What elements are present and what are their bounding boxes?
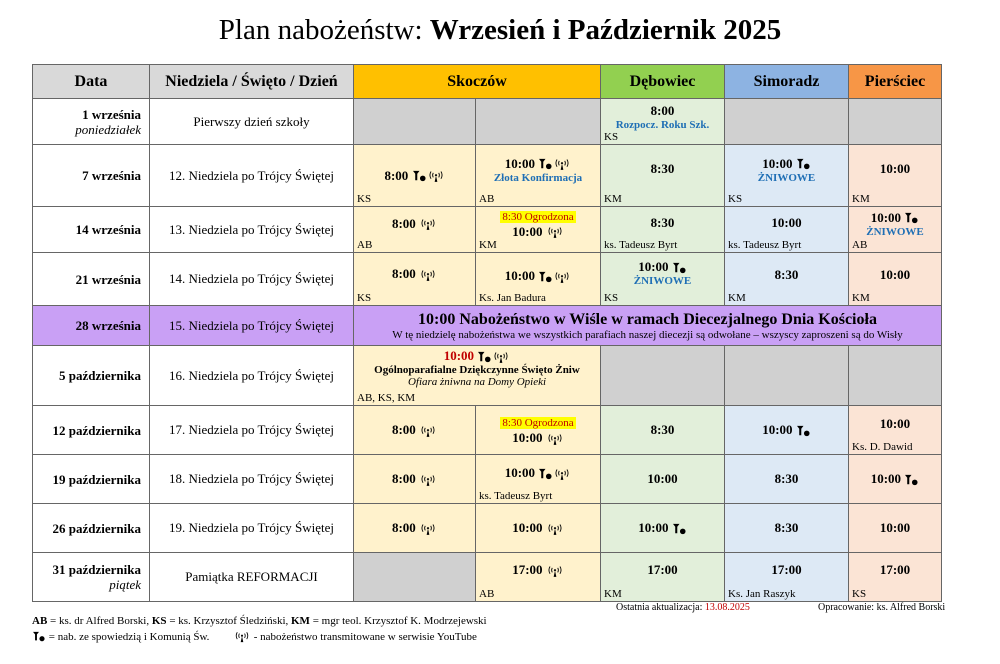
broadcast-icon [419,425,437,438]
header-simoradz: Simoradz [725,65,849,99]
legend-icons: = nab. ze spowiedzią i Komunią Św. - nabożeństwo transmitowane w serwisie YouTube [32,631,477,643]
skoczow-cell-2: 10:00 Złota Konfirmacja AB [476,145,601,207]
broadcast-icon [546,226,564,239]
skoczow-cell-2: 8:30 Ogrodzona 10:00 [476,406,601,455]
debowiec-cell: 8:30 ks. Tadeusz Byrt [601,207,725,253]
table-row [33,346,942,406]
broadcast-icon [492,351,510,364]
simoradz-cell: 8:30 [725,455,849,504]
simoradz-cell: 17:00 Ks. Jan Raszyk [725,553,849,602]
broadcast-icon [553,158,571,171]
date-cell: 26 października [33,504,150,553]
ogrodzona-note: 8:30 Ogrodzona [502,210,574,223]
debowiec-cell: 10:00 ŻNIWOWE KS [601,253,725,306]
communion-icon [672,523,687,536]
communion-icon [672,262,687,275]
day-cell: Pierwszy dzień szkoły [150,99,354,145]
last-update: Ostatnia aktualizacja: 13.08.2025 [616,602,750,613]
piersciec-cell: 10:00 KM [849,145,942,207]
wisla-event-cell: 10:00 Nabożeństwo w Wiśle w ramach Diecezjalnego Dnia Kościoła W tę niedzielę nabożeństwa we wszystkich parafiach naszej diecezji są odwołane – wszyscy zaproszeni są do Wisły [354,306,942,346]
table-row [33,99,942,145]
date-cell: 12 października [33,406,150,455]
debowiec-cell: 8:30 [601,406,725,455]
table-row [33,553,942,602]
broadcast-icon [419,474,437,487]
day-cell: 12. Niedziela po Trójcy Świętej [150,145,354,207]
date-cell: 19 października [33,455,150,504]
table-row [33,145,942,207]
author: Opracowanie: ks. Alfred Borski [818,602,946,613]
communion-icon [412,170,427,183]
broadcast-icon [546,433,564,446]
date-cell: 31 października piątek [33,553,150,602]
broadcast-icon [233,631,251,643]
simoradz-cell: 10:00 [725,406,849,455]
empty-cell [849,99,942,145]
communion-icon [477,351,492,364]
table-row [33,406,942,455]
broadcast-icon [553,271,571,284]
broadcast-icon [427,170,445,183]
skoczow-cell-2: 10:00 ks. Tadeusz Byrt [476,455,601,504]
day-cell: Pamiątka REFORMACJI [150,553,354,602]
simoradz-cell: 10:00 ŻNIWOWE KS [725,145,849,207]
debowiec-cell: 10:00 [601,504,725,553]
day-cell: 18. Niedziela po Trójcy Świętej [150,455,354,504]
broadcast-icon [553,468,571,481]
header-skoczow: Skoczów [354,65,601,99]
empty-cell [476,99,601,145]
broadcast-icon [419,269,437,282]
empty-cell [354,99,476,145]
piersciec-cell: 10:00 [849,504,942,553]
table-row [33,306,942,346]
simoradz-cell: 8:30 KM [725,253,849,306]
table-row [33,253,942,306]
day-cell: 16. Niedziela po Trójcy Świętej [150,346,354,406]
schedule-table [32,64,942,602]
skoczow-cell-2: 17:00 AB [476,553,601,602]
piersciec-cell: 17:00 KS [849,553,942,602]
broadcast-icon [419,218,437,231]
table-row [33,455,942,504]
empty-cell [601,346,725,406]
date-cell: 14 września [33,207,150,253]
broadcast-icon [419,523,437,536]
date-cell: 28 września [33,306,150,346]
skoczow-cell-1: 8:00 AB [354,207,476,253]
table-row [33,207,942,253]
communion-icon [904,474,919,487]
empty-cell [725,99,849,145]
debowiec-cell: 10:00 [601,455,725,504]
date-cell: 5 października [33,346,150,406]
ogrodzona-note: 8:30 Ogrodzona [502,417,574,429]
skoczow-cell-2: 8:30 Ogrodzona 10:00 KM [476,207,601,253]
broadcast-icon [546,565,564,578]
day-cell: 15. Niedziela po Trójcy Świętej [150,306,354,346]
communion-icon [538,468,553,481]
communion-icon [538,271,553,284]
piersciec-cell: 10:00 ŻNIWOWE AB [849,207,942,253]
header-row [33,65,942,99]
debowiec-cell: 8:30 KM [601,145,725,207]
page-title: Plan nabożeństw: Wrzesień i Październik 2025 [218,14,782,46]
harvest-festival-cell: 10:00 Ogólnoparafialne Dziękczynne Święto Żniw Ofiara żniwna na Domy Opieki AB, KS, KM [354,346,601,406]
day-cell: 17. Niedziela po Trójcy Świętej [150,406,354,455]
day-cell: 14. Niedziela po Trójcy Świętej [150,253,354,306]
skoczow-cell-1: 8:00 [354,406,476,455]
day-cell: 19. Niedziela po Trójcy Świętej [150,504,354,553]
communion-icon [796,425,811,438]
header-piersciec: Pierściec [849,65,942,99]
communion-icon [904,212,919,225]
header-day: Niedziela / Święto / Dzień [150,65,354,99]
communion-icon [538,158,553,171]
piersciec-cell: 10:00 [849,455,942,504]
date-cell: 1 września poniedziałek [33,99,150,145]
skoczow-cell-1: 8:00 [354,455,476,504]
communion-icon [32,631,46,643]
broadcast-icon [546,523,564,536]
piersciec-cell: 10:00 Ks. D. Dawid [849,406,942,455]
date-cell: 21 września [33,253,150,306]
simoradz-cell: 10:00 ks. Tadeusz Byrt [725,207,849,253]
header-data: Data [33,65,150,99]
communion-icon [796,158,811,171]
empty-cell [725,346,849,406]
skoczow-cell-1: 8:00 [354,504,476,553]
date-cell: 7 września [33,145,150,207]
skoczow-cell-2: 10:00 Ks. Jan Badura [476,253,601,306]
piersciec-cell: 10:00 KM [849,253,942,306]
simoradz-cell: 8:30 [725,504,849,553]
debowiec-cell: 8:00 Rozpocz. Roku Szk. KS [601,99,725,145]
day-cell: 13. Niedziela po Trójcy Świętej [150,207,354,253]
legend-priests: AB = ks. dr Alfred Borski, KS = ks. Krzysztof Śledziński, KM = mgr teol. Krzysztof K. Modrzejewski [32,615,487,627]
skoczow-cell-1: 8:00 KS [354,145,476,207]
empty-cell [354,553,476,602]
table-row [33,504,942,553]
debowiec-cell: 17:00 KM [601,553,725,602]
empty-cell [849,346,942,406]
skoczow-cell-1: 8:00 KS [354,253,476,306]
header-debowiec: Dębowiec [601,65,725,99]
skoczow-cell-2: 10:00 [476,504,601,553]
